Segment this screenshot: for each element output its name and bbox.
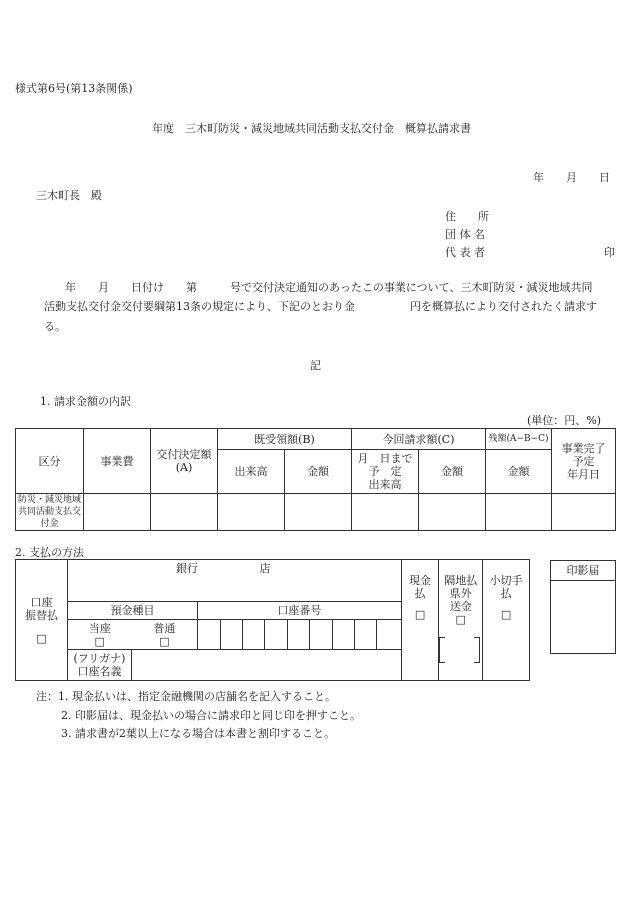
cell-jigyouhi[interactable]	[84, 494, 151, 531]
breakdown-table	[15, 428, 616, 531]
representative-label: 代 表 者	[445, 246, 485, 259]
cell-konkai-kingaku[interactable]	[419, 494, 486, 531]
section2-heading: 2. 支払の方法	[15, 546, 84, 559]
furikomi-checkbox[interactable]: □	[36, 631, 47, 645]
unit-label: (単位：円、%)	[527, 414, 602, 427]
header-koufu-kettei: 交付決定額 (A)	[151, 429, 218, 494]
organization-label: 団 体 名	[445, 228, 485, 241]
addressee: 三木町長 殿	[36, 189, 102, 202]
furikomi-label: 口座 振替払	[24, 595, 58, 622]
body-text-line-1: 年 月 日付け 第 号で交付決定通知のあったこの事業について、三木町防災・減災地域共同	[65, 281, 593, 294]
futsu-label: 普通	[153, 621, 176, 635]
seal-mark: 印	[604, 246, 615, 259]
account-digit[interactable]	[377, 620, 401, 650]
section1-heading: 1. 請求金額の内訳	[40, 395, 131, 408]
account-digit[interactable]	[265, 620, 287, 650]
form-number: 様式第6号(第13条関係)	[15, 82, 133, 95]
note-2: 2. 印影届は、現金払いの場合に請求印と同じ印を押すこと。	[61, 709, 361, 722]
header-yotei-dekidaka: 月 日まで 予 定 出来高	[352, 450, 419, 494]
cell-dekidaka[interactable]	[218, 494, 285, 531]
ki-heading: 記	[310, 359, 321, 372]
kana-label: (フリガナ) 口座名義	[67, 650, 131, 681]
row-label: 防災・減災地域 共同活動支払交 付金	[16, 494, 84, 531]
account-digit[interactable]	[242, 620, 264, 650]
touza-cell	[67, 620, 131, 650]
header-zangaku: 残額(A−B−C)	[486, 429, 552, 450]
account-digit[interactable]	[310, 620, 332, 650]
kogitte-checkbox[interactable]: □	[500, 608, 512, 621]
header-kubun: 区分	[16, 429, 84, 494]
futsu-checkbox[interactable]: □	[159, 634, 170, 648]
account-digit[interactable]	[220, 620, 242, 650]
account-digit[interactable]	[198, 620, 220, 650]
cell-koufu[interactable]	[151, 494, 218, 531]
header-kanryou: 事業完了 予定 年月日	[552, 429, 616, 494]
seal-registration-label: 印影届	[551, 561, 615, 581]
bracket-right	[474, 637, 480, 663]
furikomi-cell	[16, 560, 68, 681]
body-text-line-2: 活動支払交付金交付要綱第13条の規定により、下記のとおり金 円を概算払により交付されたく請求す	[44, 300, 597, 313]
account-digit[interactable]	[354, 620, 376, 650]
document-title: 年度 三木町防災・減災地域共同活動支払交付金 概算払請求書	[152, 122, 471, 135]
header-jigyouhi: 事業費	[84, 429, 151, 494]
payment-table	[15, 559, 530, 681]
account-name-input[interactable]	[132, 650, 402, 681]
cell-kiuke-kingaku[interactable]	[285, 494, 352, 531]
note-3: 3. 請求書が2葉以上になる場合は本書と割印すること。	[61, 727, 335, 740]
header-kiuke: 既受領額(B)	[218, 429, 352, 450]
touza-checkbox[interactable]: □	[94, 634, 105, 648]
genkin-cell	[401, 560, 439, 681]
bracket-left	[439, 637, 445, 663]
cell-yotei-dekidaka[interactable]	[352, 494, 419, 531]
date-line: 年 月 日	[533, 171, 610, 184]
header-kingaku-kiuke: 金額	[285, 450, 352, 494]
genkin-label: 現金 払	[409, 574, 432, 600]
body-text-line-3: る。	[44, 320, 66, 333]
cell-zangaku[interactable]	[486, 494, 552, 531]
header-kingaku-zangaku: 金額	[486, 450, 552, 494]
kogitte-cell	[483, 560, 530, 681]
account-digit[interactable]	[332, 620, 354, 650]
branch-label: 店	[259, 562, 271, 575]
header-kingaku-konkai: 金額	[419, 450, 486, 494]
header-dekidaka: 出来高	[218, 450, 285, 494]
bank-cell[interactable]	[67, 560, 401, 602]
note-1: 注：1. 現金払いは、指定金融機関の店舗名を記入すること。	[36, 690, 336, 703]
genkin-checkbox[interactable]: □	[414, 608, 426, 621]
deposit-type-label: 預金種目	[67, 602, 197, 620]
cell-kanryou[interactable]	[552, 494, 616, 531]
touza-label: 当座	[88, 621, 111, 635]
futsu-cell	[132, 620, 198, 650]
bank-label: 銀行	[176, 562, 199, 575]
header-konkai: 今回請求額(C)	[352, 429, 486, 450]
address-label: 住 所	[445, 210, 489, 223]
seal-registration-box[interactable]	[550, 560, 616, 654]
kogitte-label: 小切手 払	[489, 574, 523, 600]
kakuchi-checkbox[interactable]: □	[455, 613, 466, 626]
kakuchi-label: 隔地払 県外 送金	[444, 574, 478, 613]
account-digit[interactable]	[287, 620, 309, 650]
account-number-label: 口座番号	[198, 602, 402, 620]
